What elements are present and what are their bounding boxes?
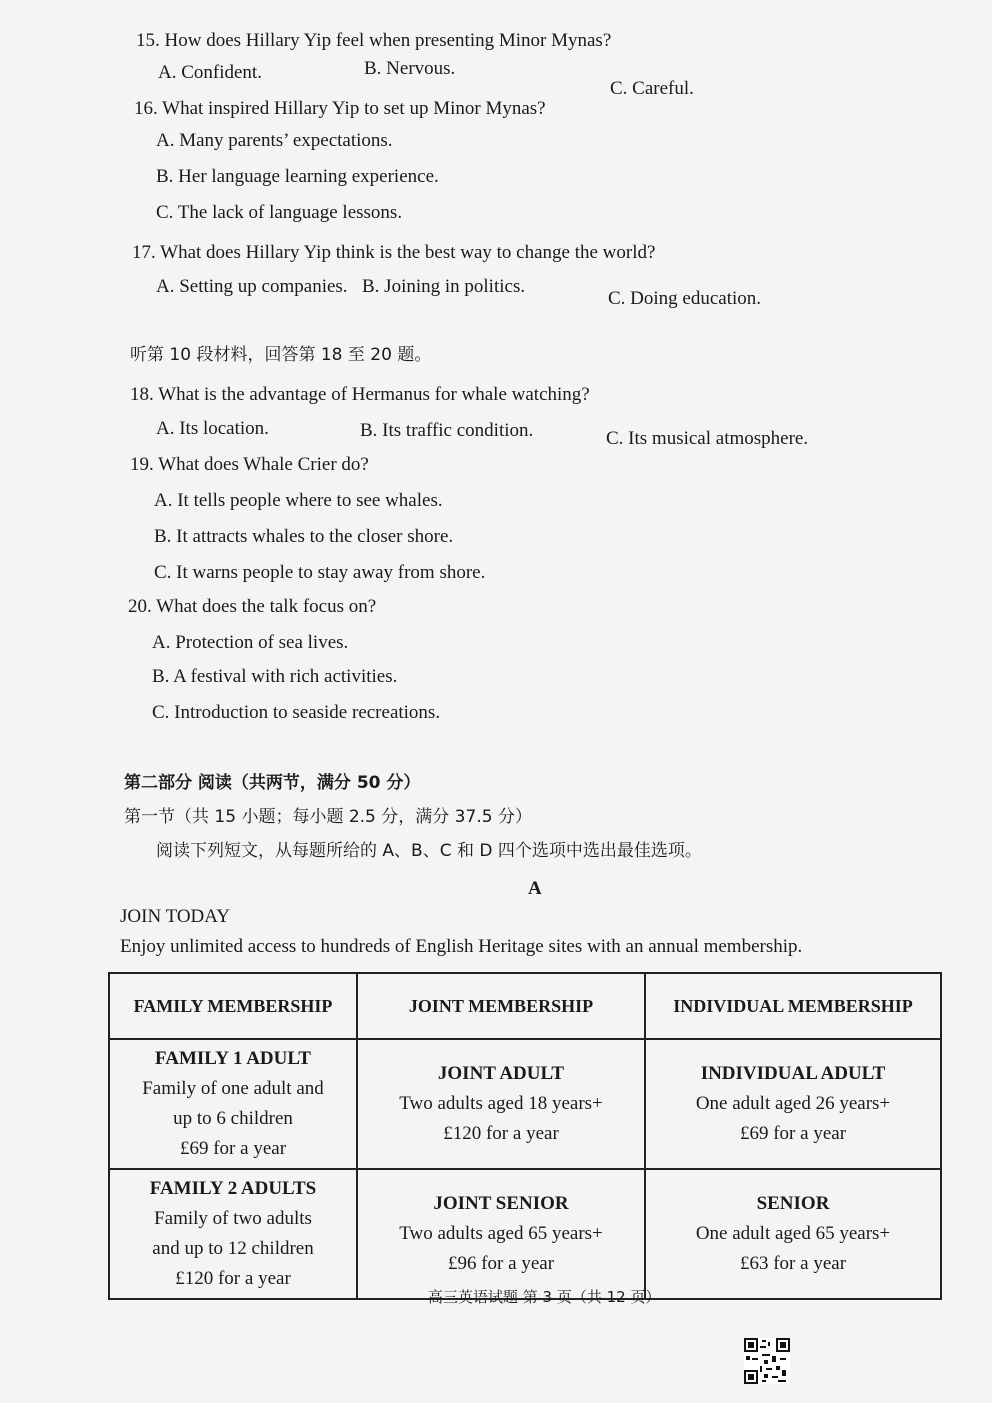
plan-title: SENIOR (756, 1193, 830, 1214)
plan-price: £69 for a year (179, 1138, 287, 1159)
q17-option-b: B. Joining in politics. (362, 276, 526, 297)
q15-option-b: B. Nervous. (364, 58, 456, 79)
joint-adult-cell (357, 1039, 645, 1169)
q16-option-b: B. Her language learning experience. (156, 166, 439, 187)
q16-option-a: A. Many parents’ expectations. (156, 130, 393, 151)
q18-option-b: B. Its traffic condition. (360, 420, 534, 441)
q20-option-a: A. Protection of sea lives. (152, 632, 349, 653)
table-row (109, 1169, 941, 1299)
header-individual-membership: INDIVIDUAL MEMBERSHIP (645, 973, 941, 1039)
q16-option-c: C. The lack of language lessons. (156, 202, 403, 223)
passage-letter: A (528, 878, 542, 899)
q18-option-c: C. Its musical atmosphere. (606, 428, 809, 449)
reading-instruction: 阅读下列短文，从每题所给的 A、B、C 和 D 四个选项中选出最佳选项。 (156, 841, 702, 861)
plan-price: £63 for a year (739, 1253, 847, 1274)
section-10-instruction: 听第 10 段材料，回答第 18 至 20 题。 (130, 345, 432, 365)
q17-option-c: C. Doing education. (608, 288, 762, 309)
section-1-title: 第一节（共 15 小题；每小题 2.5 分，满分 37.5 分） (124, 807, 532, 827)
qr-code-icon (744, 1338, 790, 1384)
question-17: 17. What does Hillary Yip think is the best way to change the world? (132, 242, 656, 263)
question-16: 16. What inspired Hillary Yip to set up Minor Mynas? (134, 98, 546, 119)
plan-description: Family of one adult and (142, 1078, 324, 1099)
header-family-membership: FAMILY MEMBERSHIP (109, 973, 357, 1039)
membership-table (108, 972, 942, 1300)
q15-option-c: C. Careful. (610, 78, 694, 99)
family-2-adults-cell (109, 1169, 357, 1299)
part-2-title: 第二部分 阅读（共两节，满分 50 分） (124, 773, 421, 793)
plan-description: One adult aged 26 years+ (695, 1093, 891, 1114)
page-footer: 高三英语试题 第 3 页（共 12 页） (428, 1288, 661, 1306)
plan-description: Two adults aged 18 years+ (399, 1093, 603, 1114)
passage-intro: Enjoy unlimited access to hundreds of English Heritage sites with an annual membership. (120, 936, 803, 957)
q20-option-c: C. Introduction to seaside recreations. (152, 702, 441, 723)
plan-title: JOINT SENIOR (433, 1193, 569, 1214)
question-15: 15. How does Hillary Yip feel when presenting Minor Mynas? (136, 30, 612, 51)
plan-title: INDIVIDUAL ADULT (700, 1063, 886, 1084)
plan-price: £120 for a year (175, 1268, 291, 1289)
plan-description: up to 6 children (173, 1108, 293, 1129)
plan-title: FAMILY 2 ADULTS (149, 1178, 317, 1199)
plan-description: One adult aged 65 years+ (695, 1223, 891, 1244)
table-header-row (109, 973, 941, 1039)
plan-price: £96 for a year (447, 1253, 555, 1274)
plan-price: £120 for a year (443, 1123, 559, 1144)
plan-description: and up to 12 children (152, 1238, 314, 1259)
individual-adult-cell (645, 1039, 941, 1169)
plan-description: Two adults aged 65 years+ (399, 1223, 603, 1244)
family-1-adult-cell (109, 1039, 357, 1169)
question-20: 20. What does the talk focus on? (128, 596, 377, 617)
table-row (109, 1039, 941, 1169)
q20-option-b: B. A festival with rich activities. (152, 666, 398, 687)
q19-option-a: A. It tells people where to see whales. (154, 490, 443, 511)
q17-option-a: A. Setting up companies. (156, 276, 348, 297)
q18-option-a: A. Its location. (156, 418, 269, 439)
question-19: 19. What does Whale Crier do? (130, 454, 369, 475)
passage-heading: JOIN TODAY (120, 906, 230, 927)
plan-description: Family of two adults (154, 1208, 312, 1229)
header-joint-membership: JOINT MEMBERSHIP (357, 973, 645, 1039)
plan-title: JOINT ADULT (437, 1063, 565, 1084)
q19-option-c: C. It warns people to stay away from shore. (154, 562, 486, 583)
joint-senior-cell (357, 1169, 645, 1299)
senior-cell (645, 1169, 941, 1299)
plan-title: FAMILY 1 ADULT (155, 1048, 311, 1069)
q15-option-a: A. Confident. (158, 62, 262, 83)
plan-price: £69 for a year (739, 1123, 847, 1144)
q19-option-b: B. It attracts whales to the closer shore. (154, 526, 454, 547)
question-18: 18. What is the advantage of Hermanus for whale watching? (130, 384, 590, 405)
